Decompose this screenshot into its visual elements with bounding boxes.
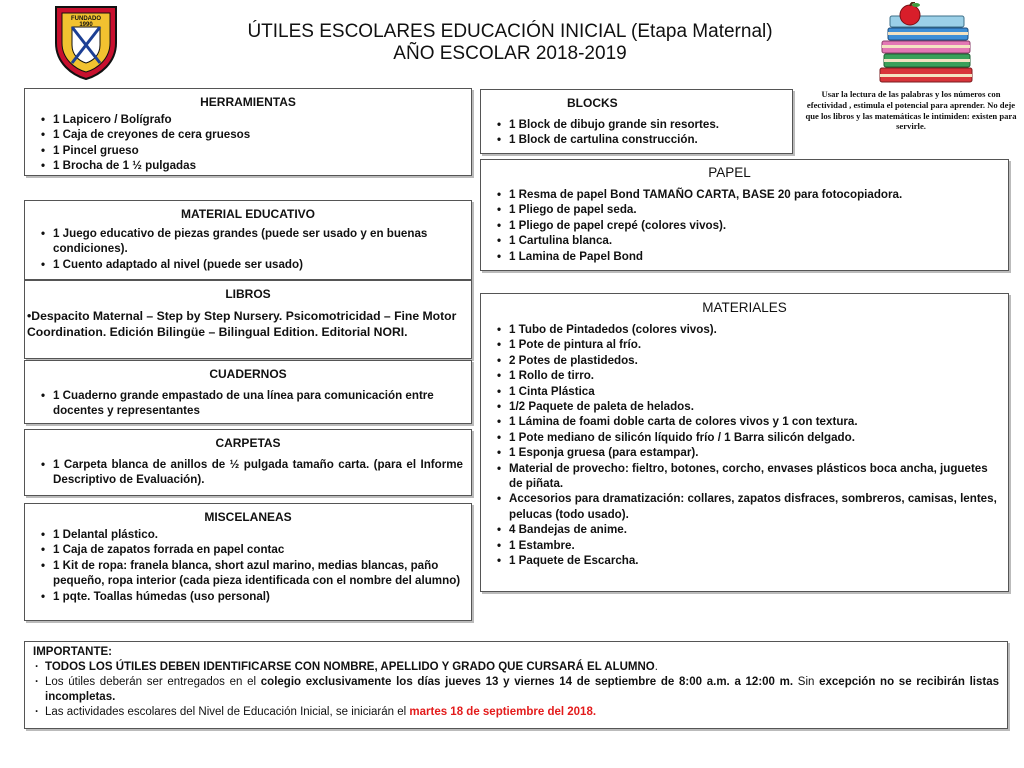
importante-line-1 bbox=[33, 660, 999, 675]
list-item: • 1 Delantal plástico. bbox=[53, 527, 463, 542]
list-item: • 1 Pliego de papel crepé (colores vivos). bbox=[509, 218, 1000, 233]
list-item: • Material de provecho: fieltro, botones, corcho, envases plásticos boca ancha, juguetes de piñata. bbox=[509, 461, 1000, 492]
importante-line-2-d: excepción no se recibirán listas incompletas. bbox=[45, 676, 999, 703]
importante-line-2-b: colegio exclusivamente los días jueves 13 y viernes 14 de septiembre de 8:00 a.m. a 12:00 m. bbox=[260, 676, 794, 688]
list-item: • 1 Pliego de papel seda. bbox=[509, 202, 1000, 217]
list-item: • 1 Lamina de Papel Bond bbox=[509, 249, 1000, 264]
list-item: • 1 Kit de ropa: franela blanca, short azul marino, medias blancas, paño pequeño, ropa interior (cada pieza identificada con el nombre del alumno) bbox=[53, 558, 463, 589]
list-item: • 1 Brocha de 1 ½ pulgadas bbox=[53, 158, 463, 173]
page-title bbox=[160, 21, 860, 65]
importante-line-2-c: Sin bbox=[793, 676, 820, 688]
list-item: • 1 Pote de pintura al frío. bbox=[509, 337, 1000, 352]
importante-line-2-a: Los útiles deberán ser entregados en el bbox=[45, 676, 261, 688]
materiales-section bbox=[480, 293, 1009, 592]
list-item: • 1 Block de cartulina construcción. bbox=[509, 132, 784, 147]
importante-line-1-text: TODOS LOS ÚTILES DEBEN IDENTIFICARSE CON NOMBRE, APELLIDO Y GRADO QUE CURSARÁ EL ALUMNO bbox=[45, 661, 655, 673]
importante-line-3 bbox=[33, 705, 999, 720]
list-item: • 2 Potes de plastidedos. bbox=[509, 353, 1000, 368]
list-item: • 1 Cinta Plástica bbox=[509, 384, 1000, 399]
importante-line-2 bbox=[33, 675, 999, 705]
list-item: • 1 Block de dibujo grande sin resortes. bbox=[509, 117, 784, 132]
title-line-1: ÚTILES ESCOLARES EDUCACIÓN INICIAL (Etapa Maternal) bbox=[247, 21, 773, 42]
libros-title: LIBROS bbox=[225, 287, 271, 301]
list-item: • 1 Resma de papel Bond TAMAÑO CARTA, BASE 20 para fotocopiadora. bbox=[509, 187, 1000, 202]
carpetas-section bbox=[24, 429, 472, 496]
miscelaneas-section bbox=[24, 503, 472, 621]
carpetas-title: CARPETAS bbox=[215, 436, 281, 450]
cuadernos-title: CUADERNOS bbox=[209, 367, 287, 381]
list-item: • 1 pqte. Toallas húmedas (uso personal) bbox=[53, 589, 463, 604]
list-item: • 4 Bandejas de anime. bbox=[509, 522, 1000, 537]
importante-section bbox=[24, 641, 1008, 729]
herramientas-title: HERRAMIENTAS bbox=[200, 95, 296, 109]
title-line-2: AÑO ESCOLAR 2018-2019 bbox=[393, 43, 627, 64]
herramientas-section bbox=[24, 88, 472, 176]
papel-section bbox=[480, 159, 1009, 271]
importante-line-3-c: , se iniciarán el bbox=[329, 706, 410, 718]
list-item: • 1 Lapicero / Bolígrafo bbox=[53, 112, 463, 127]
list-item: • 1 Cartulina blanca. bbox=[509, 233, 1000, 248]
list-item: • 1 Esponja gruesa (para estampar). bbox=[509, 445, 1000, 460]
motivational-quote: Usar la lectura de las palabras y los números con efectividad , estimula el potencial para aprender. No deje que los libros y las matemáticas le intimiden: existen para servirle. bbox=[805, 89, 1017, 132]
list-item: • 1/2 Paquete de paleta de helados. bbox=[509, 399, 1000, 414]
list-item: • 1 Carpeta blanca de anillos de ½ pulgada tamaño carta. (para el Informe Descriptivo de Evaluación). bbox=[53, 457, 463, 488]
list-item: • 1 Cuaderno grande empastado de una línea para comunicación entre docentes y representantes bbox=[53, 388, 463, 419]
books-apple-illustration bbox=[872, 2, 982, 88]
importante-title: IMPORTANTE: bbox=[33, 646, 113, 658]
importante-line-1-end: . bbox=[654, 661, 658, 673]
list-item: • Accesorios para dramatización: collares, zapatos disfraces, sombreros, camisas, lentes, pelucas (todo usado). bbox=[509, 491, 1000, 522]
school-logo bbox=[52, 3, 120, 81]
list-item: • 1 Lámina de foami doble carta de colores vivos y 1 con textura. bbox=[509, 414, 1000, 429]
papel-title: PAPEL bbox=[708, 165, 751, 180]
list-item: • 1 Pincel grueso bbox=[53, 143, 463, 158]
blocks-title: BLOCKS bbox=[567, 96, 618, 110]
cuadernos-section bbox=[24, 360, 472, 424]
list-item: • 1 Tubo de Pintadedos (colores vivos). bbox=[509, 322, 1000, 337]
miscelaneas-title: MISCELANEAS bbox=[204, 510, 292, 524]
importante-line-3-a: Las actividades escolares del Nivel de bbox=[45, 706, 244, 718]
importante-line-3-d: martes 18 de septiembre del 2018. bbox=[409, 706, 597, 718]
list-item: • 1 Estambre. bbox=[509, 538, 1000, 553]
list-item: • 1 Rollo de tirro. bbox=[509, 368, 1000, 383]
blocks-section bbox=[480, 89, 793, 154]
libros-section bbox=[24, 280, 472, 359]
list-item: • 1 Cuento adaptado al nivel (puede ser usado) bbox=[53, 257, 463, 272]
list-item: • 1 Caja de creyones de cera gruesos bbox=[53, 127, 463, 142]
importante-line-3-b: Educación Inicial bbox=[243, 706, 330, 718]
list-item: • 1 Pote mediano de silicón líquido frío / 1 Barra silicón delgado. bbox=[509, 430, 1000, 445]
materiales-title: MATERIALES bbox=[702, 300, 787, 315]
material-educativo-section bbox=[24, 200, 472, 280]
libros-text: •Despacito Maternal – Step by Step Nursery. Psicomotricidad – Fine Motor Coordination. Edición Bilingüe – Bilingual Edition. Editorial NORI. bbox=[27, 309, 457, 339]
material-educativo-title: MATERIAL EDUCATIVO bbox=[181, 207, 315, 221]
svg-text:1990: 1990 bbox=[79, 22, 93, 28]
svg-text:FUNDADO: FUNDADO bbox=[71, 16, 101, 22]
list-item: • 1 Paquete de Escarcha. bbox=[509, 553, 1000, 568]
list-item: • 1 Caja de zapatos forrada en papel contac bbox=[53, 542, 463, 557]
list-item: • 1 Juego educativo de piezas grandes (puede ser usado y en buenas condiciones). bbox=[53, 226, 463, 257]
